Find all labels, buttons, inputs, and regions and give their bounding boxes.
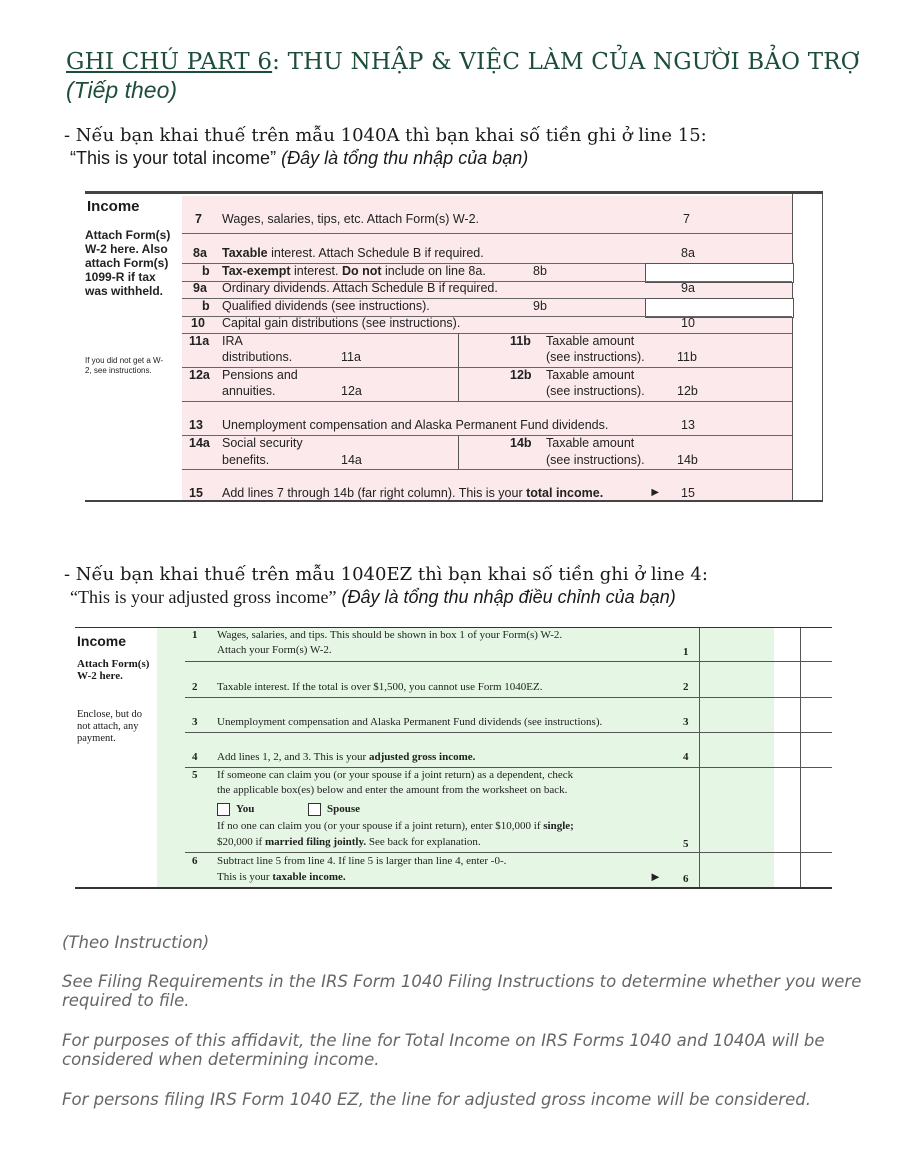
line-text-bold: Taxable	[222, 246, 268, 260]
line-text	[222, 264, 486, 278]
line-ref: 8b	[533, 264, 547, 278]
line-text: (see instructions).	[546, 453, 645, 467]
quote-translation: (Đây là tổng thu nhập của bạn)	[281, 148, 529, 168]
payment-note: Enclose, but do not attach, any payment.	[77, 709, 143, 744]
title-part-label: GHI CHÚ PART 6	[66, 49, 273, 75]
line-number: b	[202, 264, 210, 278]
cents-column-divider	[822, 194, 823, 500]
form-1040a-excerpt	[85, 188, 825, 505]
line-number: 12a	[189, 368, 210, 382]
line-text-rest: See back for explanation.	[366, 836, 481, 848]
line-text: IRA	[222, 334, 243, 348]
line-number: 6	[192, 855, 198, 867]
ref-column-divider	[699, 628, 700, 887]
intro-line: - Nếu bạn khai thuế trên mẫu 1040EZ thì bạn khai số tiền ghi ở line 4:	[64, 564, 708, 585]
line-text: Wages, salaries, and tips. This should be shown in box 1 of your Form(s) W-2.	[217, 629, 563, 641]
section-1040a-intro	[64, 124, 707, 170]
line-text: Ordinary dividends. Attach Schedule B if required.	[222, 281, 498, 295]
intro-line: - Nếu bạn khai thuế trên mẫu 1040A thì bạn khai số tiền ghi ở line 15:	[64, 125, 707, 146]
line-number: 12b	[510, 368, 532, 382]
line-text: Unemployment compensation and Alaska Permanent Fund dividends.	[222, 418, 609, 432]
line-ref: 8a	[681, 246, 695, 260]
title-text: : THU NHẬP & VIỆC LÀM CỦA NGƯỜI BẢO TRỢ	[272, 49, 860, 75]
you-checkbox[interactable]	[217, 803, 230, 816]
line-text: Wages, salaries, tips, etc. Attach Form(s) W-2.	[222, 212, 480, 226]
quote-text: “This is your adjusted gross income”	[70, 587, 337, 607]
line-ref: 4	[683, 751, 689, 763]
line-text: annuities.	[222, 384, 276, 398]
line-text-rest: Add lines 7 through 14b (far right column). This is your	[222, 486, 527, 500]
line-number: 2	[192, 681, 198, 693]
row-divider	[182, 401, 792, 402]
row-divider	[185, 661, 832, 662]
arrow-icon: ►	[649, 869, 662, 884]
row-divider	[185, 697, 832, 698]
row-divider	[182, 233, 792, 234]
line-number: 13	[189, 418, 203, 432]
line-text: benefits.	[222, 453, 270, 467]
line-text: (see instructions).	[546, 384, 645, 398]
line-text: the applicable box(es) below and enter the amount from the worksheet on back.	[217, 784, 568, 796]
line-ref: 13	[681, 418, 695, 432]
line-text	[217, 751, 475, 763]
form-shaded-area	[182, 196, 792, 501]
line-number: 3	[192, 716, 198, 728]
row-divider	[182, 469, 792, 470]
line-text: Taxable amount	[546, 368, 635, 382]
line-ref: 3	[683, 716, 689, 728]
row-divider	[185, 732, 832, 733]
column-divider	[458, 435, 459, 469]
line-text: (see instructions).	[546, 350, 645, 364]
line-ref: 10	[681, 316, 695, 330]
line-text: Social security	[222, 436, 303, 450]
line-ref: 12b	[677, 384, 698, 398]
line-ref: 9a	[681, 281, 695, 295]
line-ref: 15	[681, 486, 695, 500]
line-text-bold: Tax-exempt	[222, 264, 291, 278]
line-text: Subtract line 5 from line 4. If line 5 is larger than line 4, enter -0-.	[217, 855, 507, 867]
line-text: distributions.	[222, 350, 293, 364]
line-ref: 11b	[677, 350, 697, 364]
w2-note: If you did not get a W-2, see instructions.	[85, 356, 164, 375]
line-text-rest: interest. Attach Schedule B if required.	[267, 246, 484, 260]
line-number: 15	[189, 486, 203, 500]
line-ref: 2	[683, 681, 689, 693]
filing-status-bold: single;	[543, 820, 574, 832]
line-text-rest: If no one can claim you (or your spouse if a joint return), enter $10,000 if	[217, 820, 544, 832]
note-filing-requirements: See Filing Requirements in the IRS Form 1040 Filing Instructions to determine whether you were required to file.	[62, 972, 862, 1010]
line-text: If someone can claim you (or your spouse if a joint return) as a dependent, check	[217, 769, 574, 781]
row-divider	[185, 767, 832, 768]
form-bottom-rule	[75, 887, 832, 889]
amount-column-divider	[792, 194, 793, 500]
form-top-rule	[75, 627, 832, 628]
form-bottom-rule	[85, 500, 823, 502]
line-text	[217, 836, 481, 848]
line-ref: 5	[683, 838, 689, 850]
amount-entry-box[interactable]	[645, 263, 794, 283]
line-text-bold: Do not	[341, 264, 382, 278]
line-number: 11a	[189, 334, 210, 348]
line-number: b	[202, 299, 210, 313]
line-text	[222, 486, 603, 500]
quote-text: “This is your total income”	[70, 148, 277, 168]
line-ref: 11a	[341, 350, 361, 364]
line-number: 1	[192, 629, 198, 641]
checkbox-label: Spouse	[327, 803, 361, 815]
page-header	[66, 48, 866, 104]
checkbox-label: You	[236, 803, 255, 815]
note-source: (Theo Instruction)	[62, 933, 210, 952]
line-text-rest: Add lines 1, 2, and 3. This is your	[217, 751, 369, 763]
line-number: 10	[191, 316, 205, 330]
line-text: Taxable amount	[546, 436, 635, 450]
line-text: Qualified dividends (see instructions).	[222, 299, 430, 313]
line-text-rest: This is your	[217, 871, 273, 883]
line-text: Taxable amount	[546, 334, 635, 348]
row-divider	[185, 852, 832, 853]
note-total-income: For purposes of this affidavit, the line for Total Income on IRS Forms 1040 and 1040A will be considered when determining income.	[62, 1031, 825, 1069]
quote-translation: (Đây là tổng thu nhập điều chỉnh của bạn)	[341, 587, 676, 607]
line-number: 14a	[189, 436, 210, 450]
line-text: Attach your Form(s) W-2.	[217, 644, 332, 656]
line-text	[217, 820, 574, 832]
intro-quote-line	[64, 586, 708, 609]
agi-label: adjusted gross income.	[368, 751, 476, 763]
line-ref: 14b	[677, 453, 698, 467]
line-ref: 14a	[341, 453, 362, 467]
intro-quote-line	[64, 147, 707, 170]
line-text-rest: $20,000 if	[217, 836, 265, 848]
line-text: Pensions and	[222, 368, 298, 382]
form-top-rule	[85, 191, 823, 194]
line-number: 14b	[510, 436, 532, 450]
line-text: Unemployment compensation and Alaska Permanent Fund dividends (see instructions).	[217, 716, 603, 728]
spouse-checkbox[interactable]	[308, 803, 321, 816]
line-ref: 7	[683, 212, 690, 226]
column-divider	[458, 367, 459, 401]
taxable-income-label: taxable income.	[272, 871, 346, 883]
form-1040ez-excerpt	[75, 625, 835, 893]
arrow-icon: ►	[649, 485, 662, 499]
section-1040ez-intro	[64, 563, 708, 609]
page-subtitle: (Tiếp theo)	[66, 77, 178, 103]
note-agi: For persons filing IRS Form 1040 EZ, the line for adjusted gross income will be considered.	[62, 1090, 811, 1109]
page-title	[66, 48, 866, 76]
line-number: 11b	[510, 334, 531, 348]
line-ref: 6	[683, 873, 689, 885]
line-text	[222, 246, 484, 260]
line-text: Capital gain distributions (see instructions).	[222, 316, 461, 330]
line-number: 9a	[193, 281, 207, 295]
line-ref: 1	[683, 646, 689, 658]
cents-column-divider	[800, 628, 801, 887]
filing-status-bold: married filing jointly.	[264, 836, 367, 848]
line-number: 5	[192, 769, 198, 781]
line-number: 8a	[193, 246, 207, 260]
line-text-rest: include on line 8a.	[381, 264, 486, 278]
column-divider	[458, 333, 459, 367]
income-label: Income	[87, 198, 140, 215]
line-text: Taxable interest. If the total is over $1,500, you cannot use Form 1040EZ.	[217, 681, 543, 693]
attach-instructions: Attach Form(s) W-2 here. Also attach Form(s) 1099-R if tax was withheld.	[85, 228, 171, 298]
line-text-rest: interest.	[290, 264, 342, 278]
line-ref: 12a	[341, 384, 362, 398]
line-ref: 9b	[533, 299, 547, 313]
income-label: Income	[77, 633, 127, 649]
total-income-label: total income.	[526, 486, 604, 500]
line-number: 4	[192, 751, 198, 763]
attach-instructions: Attach Form(s) W-2 here.	[77, 658, 150, 682]
line-text	[217, 871, 346, 883]
line-number: 7	[195, 212, 202, 226]
amount-entry-box[interactable]	[645, 298, 794, 318]
row-divider	[182, 333, 792, 334]
